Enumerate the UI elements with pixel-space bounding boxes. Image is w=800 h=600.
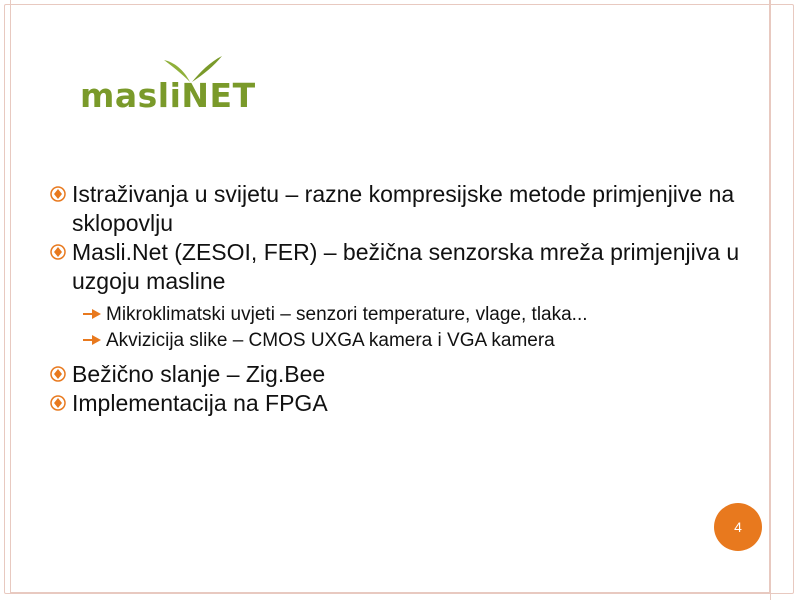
logo-wordmark: masliNET: [80, 76, 256, 115]
bullet-text: Masli.Net (ZESOI, FER) – bežična senzorska mreža primjenjiva u uzgoju masline: [72, 239, 740, 294]
bullet-list: [50, 180, 750, 418]
slide-right-rule: [770, 0, 771, 600]
maslinet-logo: [80, 52, 270, 122]
bullet-text: Mikroklimatski uvjeti – senzori temperature, vlage, tlaka...: [106, 304, 588, 325]
list-item: [50, 328, 750, 354]
bullet-text: Akvizicija slike – CMOS UXGA kamera i VGA kamera: [106, 330, 555, 351]
bullet-diamond-icon: [50, 366, 66, 382]
list-item: [50, 360, 750, 389]
page-number-badge: [714, 503, 762, 551]
bullet-arrow-icon: [82, 333, 102, 347]
list-item: [50, 180, 750, 238]
list-item: [50, 238, 750, 296]
bullet-diamond-icon: [50, 395, 66, 411]
list-item: [50, 389, 750, 418]
list-item: [50, 302, 750, 328]
bullet-arrow-icon: [82, 307, 102, 321]
bullet-diamond-icon: [50, 186, 66, 202]
bullet-text: Bežično slanje – Zig.Bee: [72, 361, 326, 387]
bullet-diamond-icon: [50, 244, 66, 260]
bullet-text: Implementacija na FPGA: [72, 390, 328, 416]
page-number: 4: [734, 519, 742, 535]
bullet-text: Istraživanja u svijetu – razne kompresijske metode primjenjive na sklopovlju: [72, 181, 735, 236]
